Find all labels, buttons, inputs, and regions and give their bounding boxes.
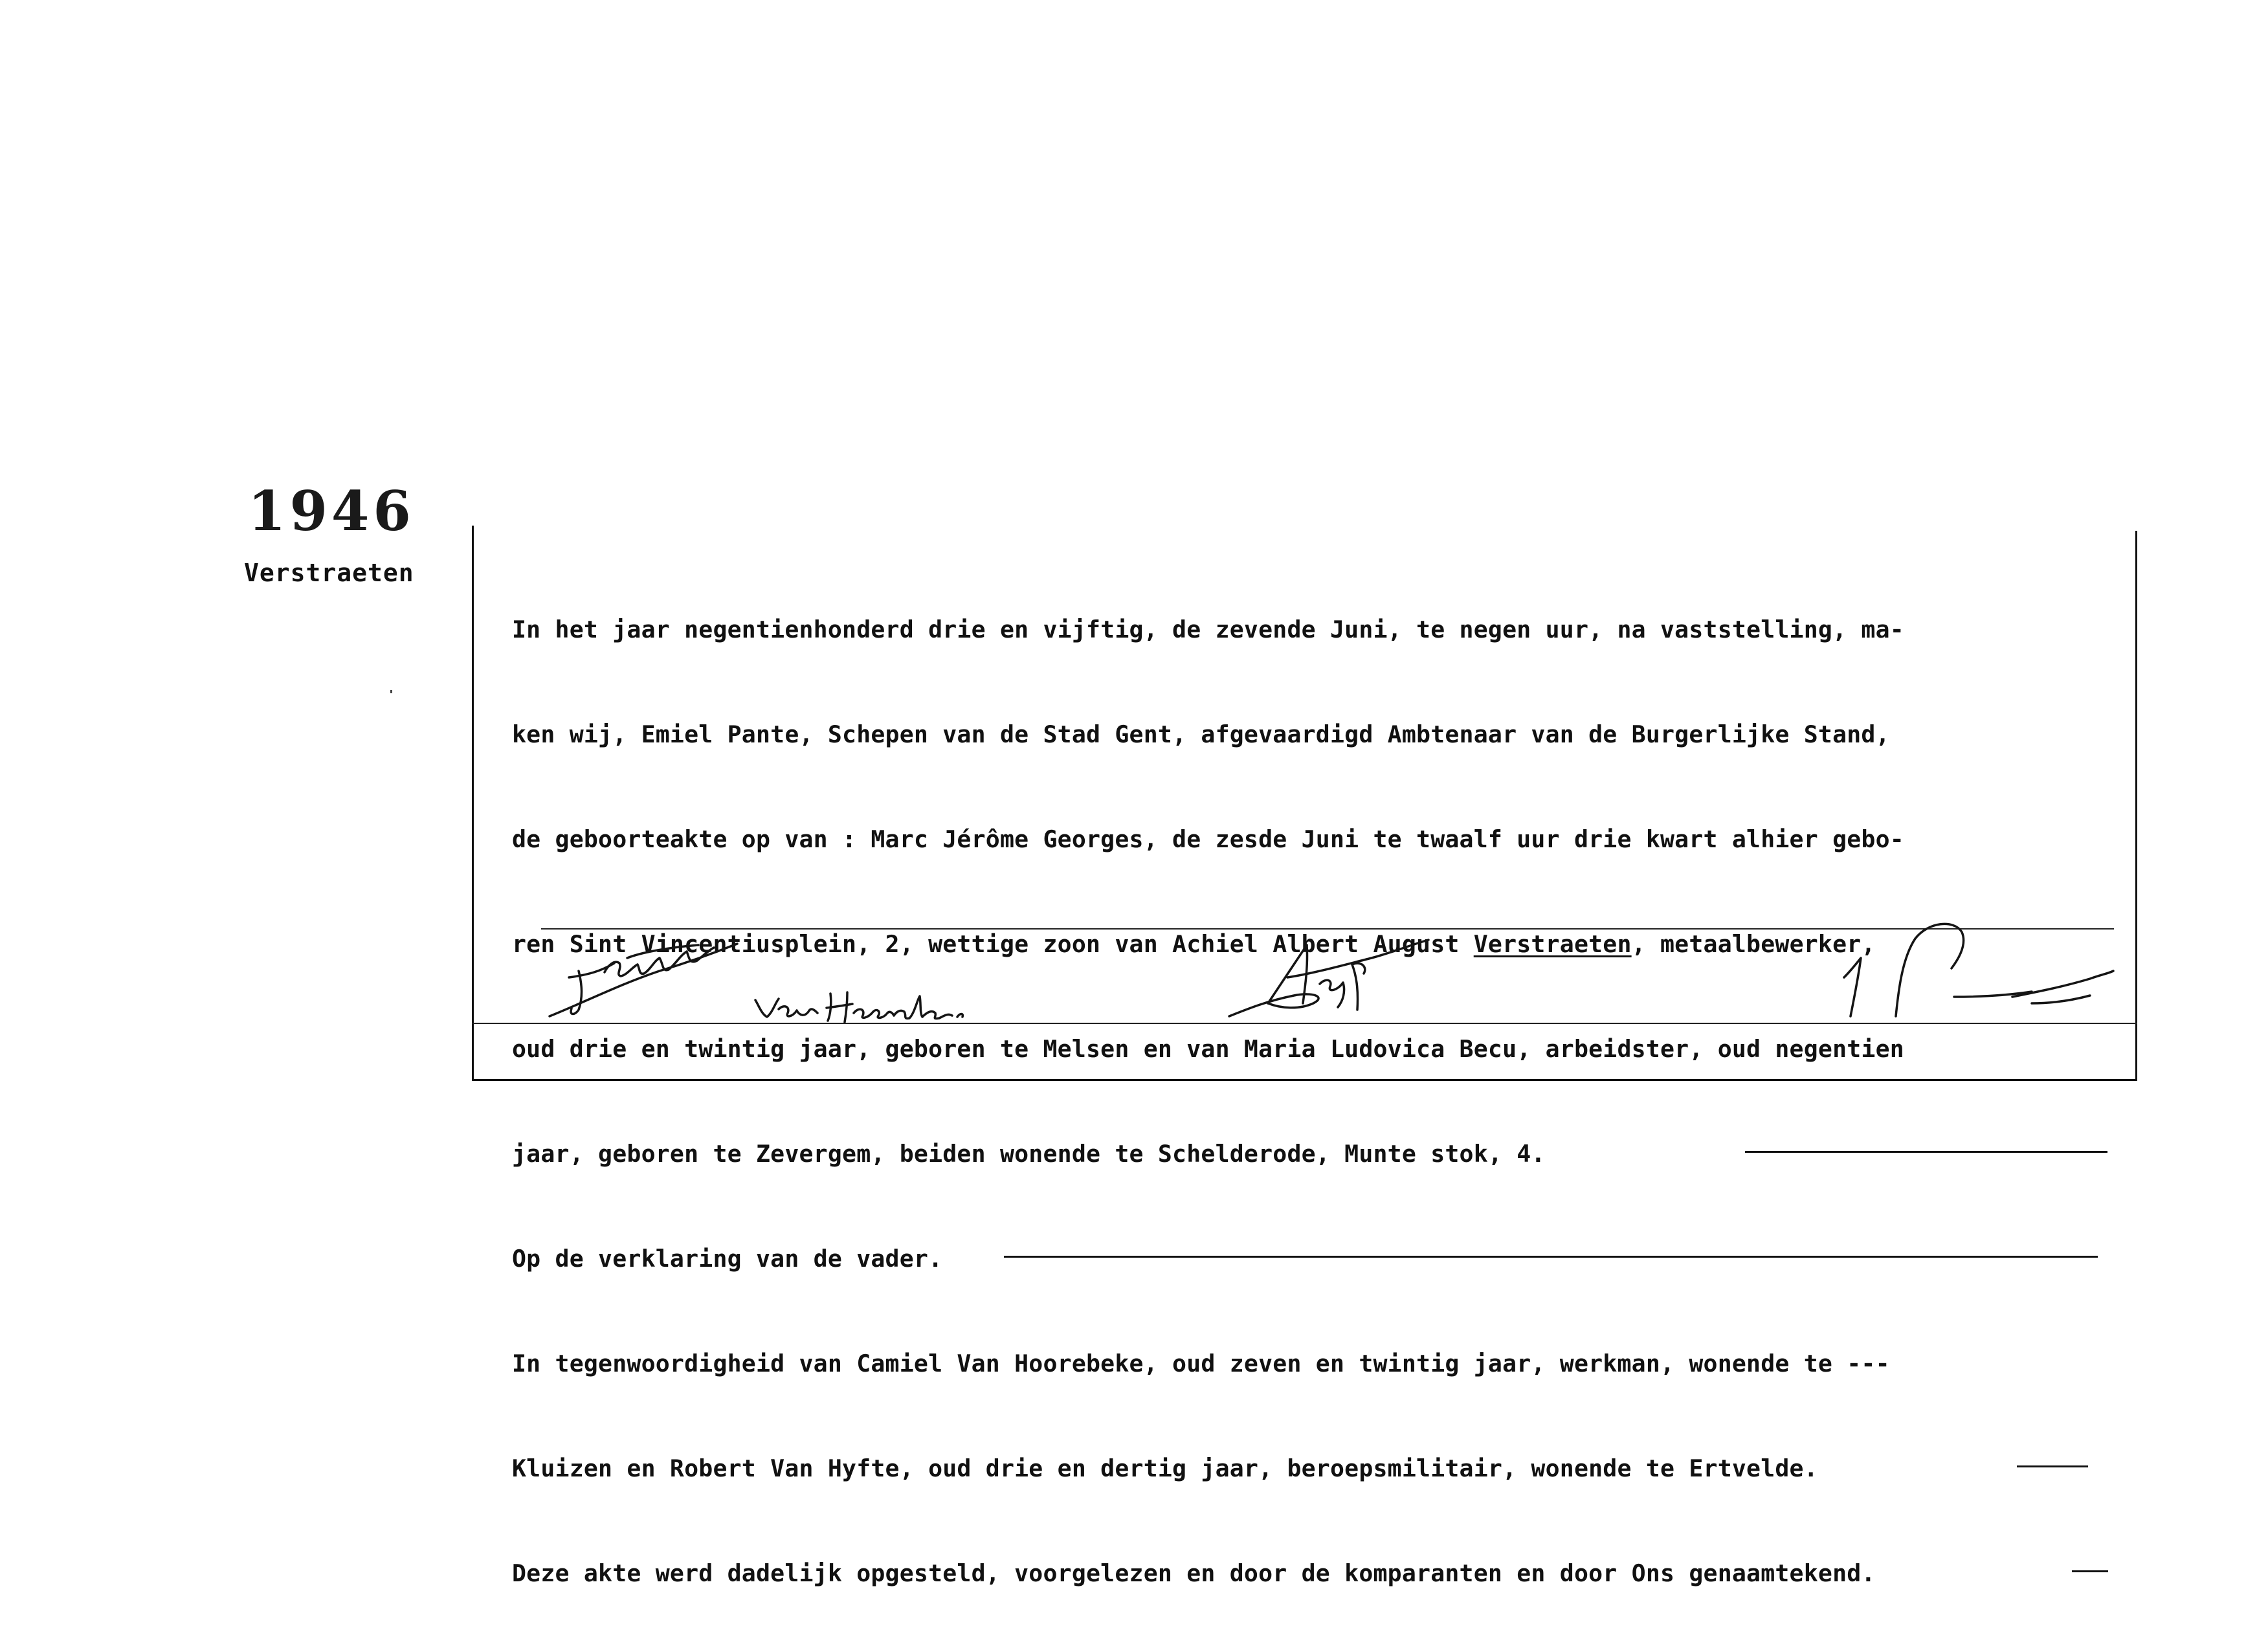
act-line (512, 717, 2117, 752)
underlined-surname: Verstraeten (1473, 930, 1632, 958)
scan-speck (390, 690, 392, 693)
act-line-text: Kluizen en Robert Van Hyfte, oud drie en dertig jaar, beroepsmilitair, wonende te Ertvelde. (512, 1454, 1818, 1482)
act-line-text: de geboorteakte op van : Marc Jérôme Georges, de zesde Juni te twaalf uur drie kwart alhier gebo- (512, 825, 1904, 853)
signature-father (543, 932, 750, 1023)
act-line (512, 1137, 2117, 1172)
record-number: 1946 (248, 479, 415, 543)
signature-witness-van-hoorebeke (750, 981, 970, 1032)
act-line-text: oud drie en twintig jaar, geboren te Melsen en van Maria Ludovica Becu, arbeidster, oud negentien (512, 1035, 1904, 1063)
margin-surname: Verstraeten (244, 559, 414, 587)
act-text (512, 542, 2117, 1626)
act-line-text: , metaalbewerker, (1631, 930, 1876, 958)
signature-witness-van-hyfte (1223, 939, 1436, 1023)
act-line (512, 822, 2117, 857)
act-line-text: In het jaar negentienhonderd drie en vijftig, de zevende Juni, te negen uur, na vaststelling, ma- (512, 616, 1904, 643)
signature-officer (1818, 906, 2116, 1023)
act-line-text: In tegenwoordigheid van Camiel Van Hoorebeke, oud zeven en twintig jaar, werkman, wonende te --- (512, 1350, 1890, 1377)
act-line (512, 612, 2117, 647)
act-line (512, 1556, 2117, 1591)
signatures-area (472, 906, 2137, 1062)
act-line-text: jaar, geboren te Zevergem, beiden wonende te Schelderode, Munte stok, 4. (512, 1140, 1546, 1168)
act-line (512, 1346, 2117, 1381)
act-line (512, 1451, 2117, 1486)
act-line-text: ren Sint Vincentiusplein, 2, wettige zoon van Achiel Albert August (512, 930, 1474, 958)
act-line-text: Op de verklaring van de vader. (512, 1245, 943, 1273)
act-line-text: ken wij, Emiel Pante, Schepen van de Stad Gent, afgevaardigd Ambtenaar van de Burgerlijke Stand, (512, 720, 1890, 748)
act-line (512, 1242, 2117, 1276)
act-line-text: Deze akte werd dadelijk opgesteld, voorgelezen en door de komparanten en door Ons genaamtekend. (512, 1559, 1876, 1587)
line-filler-rule (2072, 1570, 2108, 1572)
line-filler-rule (2017, 1465, 2088, 1467)
line-filler-rule (1004, 1256, 2098, 1258)
line-filler-rule (1745, 1151, 2107, 1153)
